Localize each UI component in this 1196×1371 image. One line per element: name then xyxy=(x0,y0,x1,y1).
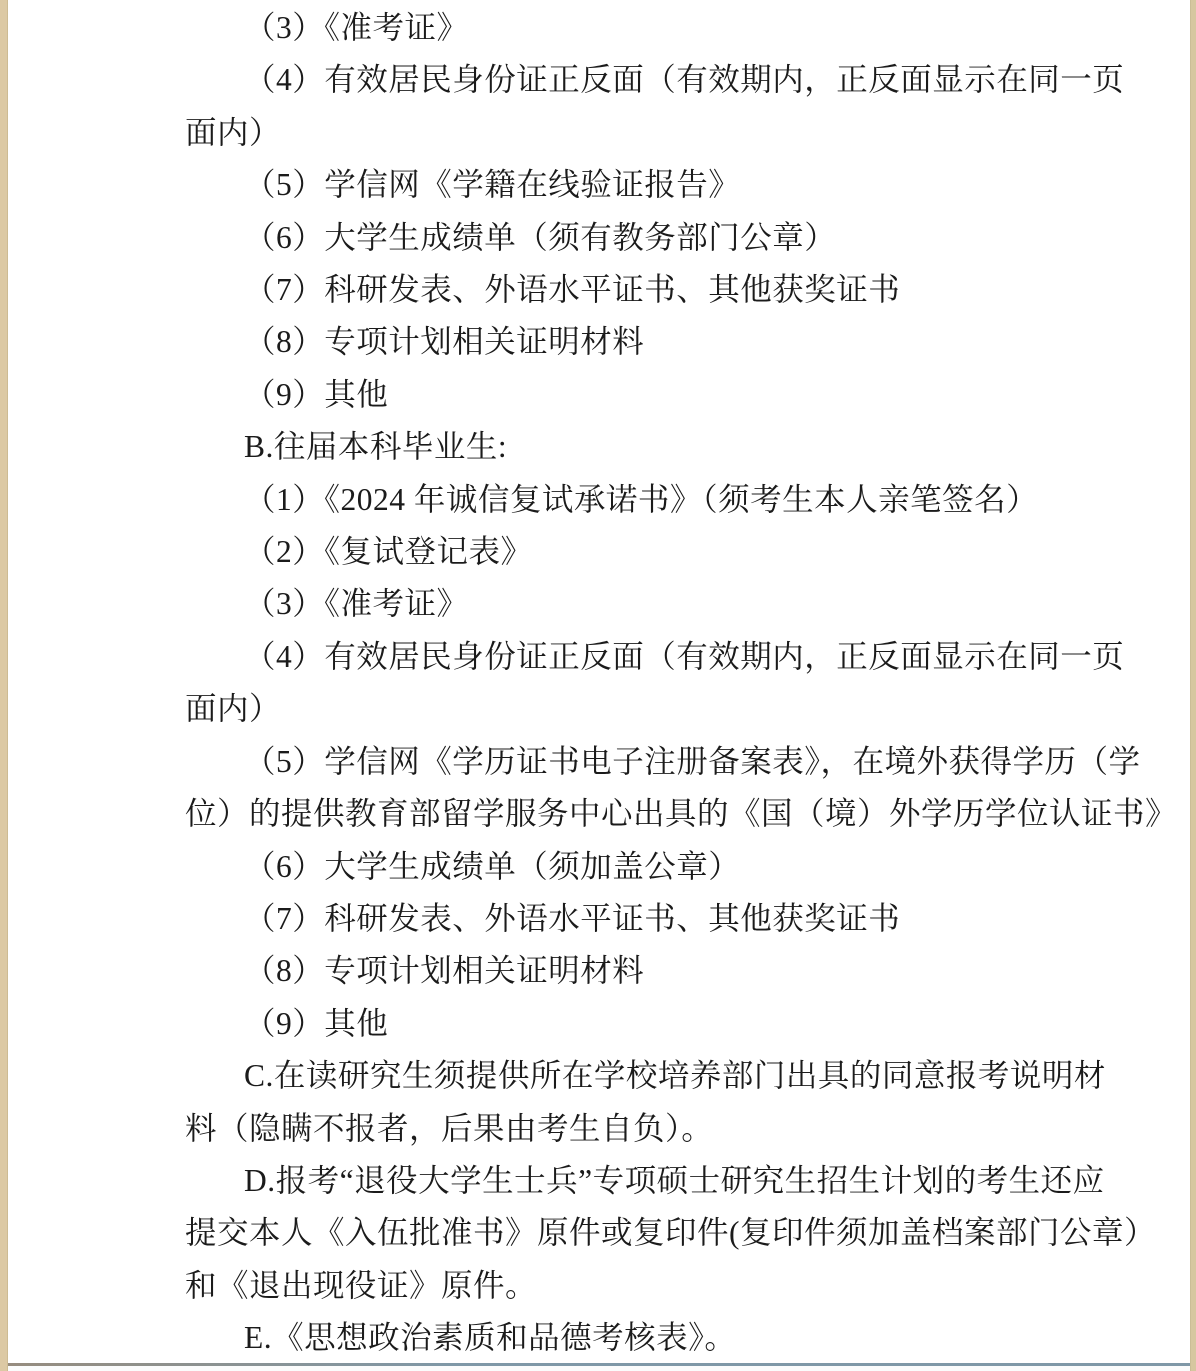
text-line: （4）有效居民身份证正反面（有效期内，正反面显示在同一页 xyxy=(244,62,1125,98)
text-line: （5）学信网《学历证书电子注册备案表》，在境外获得学历（学 xyxy=(244,743,1141,779)
text-line: （1）《2024 年诚信复试承诺书》（须考生本人亲笔签名） xyxy=(244,481,1039,517)
text-line: E.《思想政治素质和品德考核表》。 xyxy=(244,1320,737,1356)
text-line: 和《退出现役证》原件。 xyxy=(185,1267,538,1303)
page-left-scan-edge xyxy=(0,0,8,1371)
text-line: （9）其他 xyxy=(244,1005,389,1041)
text-line: （7）科研发表、外语水平证书、其他获奖证书 xyxy=(244,900,901,936)
page-bottom-boundary xyxy=(0,1363,1196,1366)
text-line: （8）专项计划相关证明材料 xyxy=(244,324,645,360)
text-line: （8）专项计划相关证明材料 xyxy=(244,953,645,989)
text-line: 提交本人《入伍批准书》原件或复印件(复印件须加盖档案部门公章） xyxy=(185,1215,1156,1251)
text-line: （6）大学生成绩单（须有教务部门公章） xyxy=(244,219,837,255)
viewer-background-strip xyxy=(0,1366,1196,1371)
text-line: C.在读研究生须提供所在学校培养部门出具的同意报考说明材 xyxy=(244,1058,1106,1094)
text-line: B.往届本科毕业生: xyxy=(244,429,508,465)
text-line: （3）《准考证》 xyxy=(244,586,469,622)
text-line: （7）科研发表、外语水平证书、其他获奖证书 xyxy=(244,272,901,308)
text-line: 料（隐瞒不报者，后果由考生自负）。 xyxy=(185,1110,714,1146)
text-line: 面内） xyxy=(185,691,282,727)
text-line: （4）有效居民身份证正反面（有效期内，正反面显示在同一页 xyxy=(244,638,1125,674)
text-line: （5）学信网《学籍在线验证报告》 xyxy=(244,167,741,203)
text-line: D.报考“退役大学生士兵”专项硕士研究生招生计划的考生还应 xyxy=(244,1162,1105,1198)
text-line: （2）《复试登记表》 xyxy=(244,534,533,570)
text-line: 面内） xyxy=(185,114,282,150)
document-text xyxy=(185,2,1178,1365)
text-line: （9）其他 xyxy=(244,376,389,412)
page-right-scan-edge xyxy=(1190,0,1196,1371)
text-line: （3）《准考证》 xyxy=(244,10,469,45)
text-line: （6）大学生成绩单（须加盖公章） xyxy=(244,848,741,884)
text-line: 位）的提供教育部留学服务中心出具的《国（境）外学历学位认证书》 xyxy=(185,796,1178,832)
